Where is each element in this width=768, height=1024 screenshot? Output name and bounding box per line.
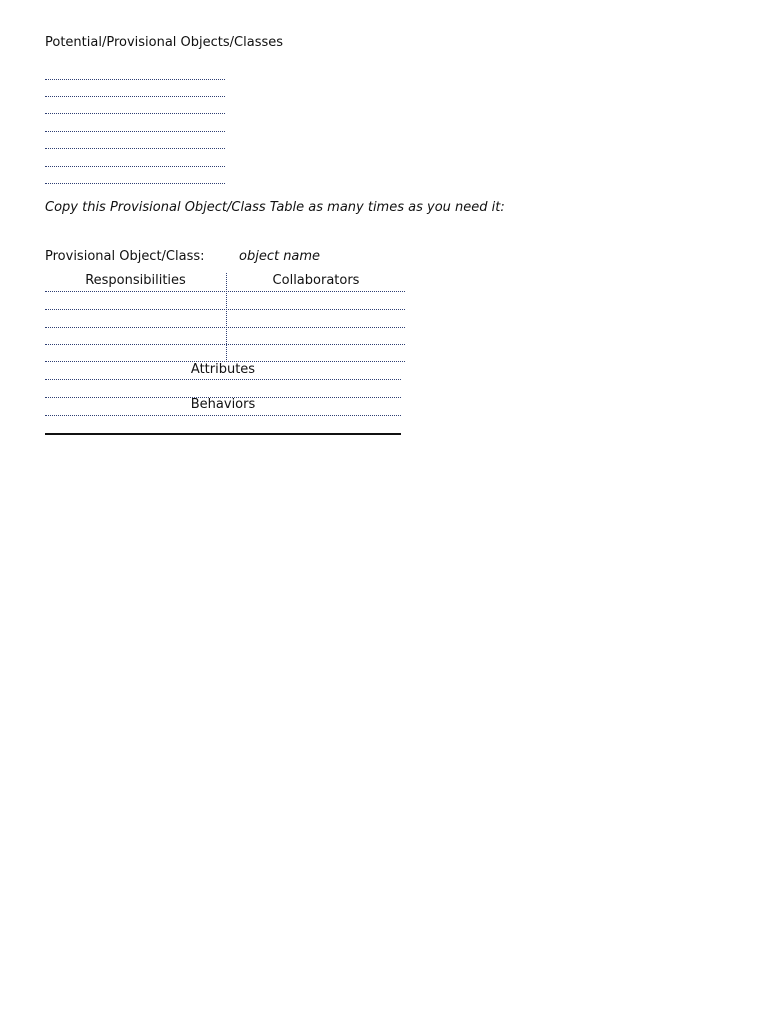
list-line[interactable] bbox=[45, 113, 225, 114]
behaviors-heading: Behaviors bbox=[190, 397, 256, 412]
attributes-heading: Attributes bbox=[190, 362, 256, 377]
table-row-line bbox=[45, 344, 405, 345]
list-line[interactable] bbox=[45, 79, 225, 80]
responsibilities-heading: Responsibilities bbox=[85, 273, 186, 288]
list-line[interactable] bbox=[45, 96, 225, 97]
table-row-line bbox=[45, 415, 401, 416]
list-line[interactable] bbox=[45, 166, 225, 167]
list-line[interactable] bbox=[45, 183, 225, 184]
list-line[interactable] bbox=[45, 131, 225, 132]
list-line[interactable] bbox=[45, 148, 225, 149]
table-row-line bbox=[45, 327, 405, 328]
table-row-line bbox=[45, 309, 405, 310]
table-row-line bbox=[45, 291, 405, 292]
class-label: Provisional Object/Class: bbox=[45, 249, 205, 264]
table-bottom-rule bbox=[45, 433, 401, 435]
class-name-field[interactable]: object name bbox=[239, 249, 321, 264]
column-divider bbox=[226, 273, 227, 362]
table-row-line bbox=[45, 379, 401, 380]
instruction-text: Copy this Provisional Object/Class Table as many times as you need it: bbox=[45, 200, 505, 215]
section-heading: Potential/Provisional Objects/Classes bbox=[45, 35, 284, 50]
collaborators-heading: Collaborators bbox=[272, 273, 360, 288]
